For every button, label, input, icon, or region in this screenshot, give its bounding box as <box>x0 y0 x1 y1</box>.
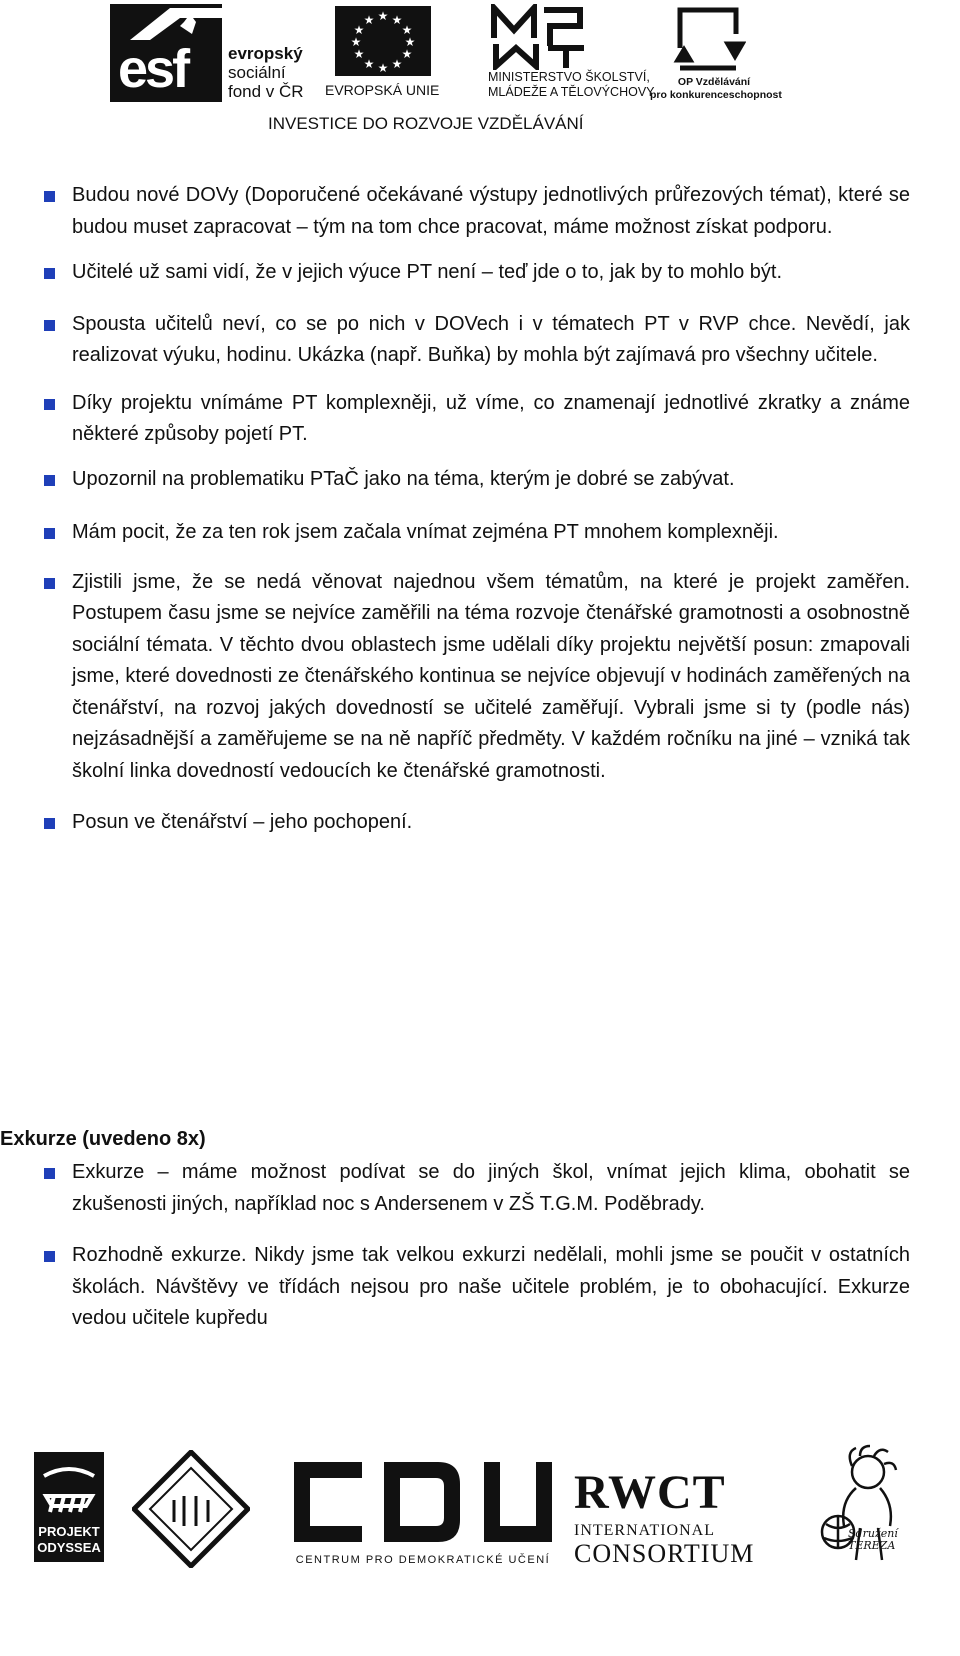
list-item-text: Exkurze – máme možnost podívat se do jiných škol, vnímat jejich klima, obohatit se zkušenosti jiných, například noc s Andersenem v ZŠ T.G.M. Poděbrady. <box>72 1161 910 1215</box>
list-item-text: Upozornil na problematiku PTaČ jako na téma, kterým je dobré se zabývat. <box>72 467 735 490</box>
esf-text <box>228 44 304 101</box>
esf-mark <box>110 4 222 102</box>
tereza-text <box>848 1528 898 1552</box>
list-item-text: Díky projektu vnímáme PT komplexněji, už víme, co znamenají jednotlivé zkratky a známe některé způsoby pojetí PT. <box>72 391 910 445</box>
tereza-line: Sdružení <box>848 1527 898 1540</box>
msmt-line: MINISTERSTVO ŠKOLSTVÍ, <box>488 70 650 84</box>
esf-line: sociální <box>228 63 286 82</box>
svg-text:★: ★ <box>363 57 375 71</box>
list-item <box>0 1157 910 1220</box>
ship-icon <box>34 1456 104 1526</box>
list-item-text: Mám pocit, že za ten rok jsem začala vnímat zejména PT mnohem komplexněji. <box>72 521 779 543</box>
rwct-logo <box>574 1468 774 1568</box>
list-item <box>0 388 910 451</box>
section-bullet-list <box>0 1157 910 1355</box>
list-item-text: Posun ve čtenářství – jeho pochopení. <box>72 811 413 833</box>
investice-tagline: INVESTICE DO ROZVOJE VZDĚLÁVÁNÍ <box>268 114 584 133</box>
clovek-v-tisni-logo <box>132 1450 250 1568</box>
esf-logo <box>110 4 310 104</box>
section-heading: Exkurze (uvedeno 8x) <box>0 1128 206 1150</box>
svg-text:★: ★ <box>353 23 365 37</box>
tereza-line: TEREZA <box>848 1539 896 1552</box>
esf-line: evropský <box>228 44 303 63</box>
eu-logo <box>325 6 445 102</box>
svg-text:★: ★ <box>401 47 413 61</box>
rwct-subtitle: CONSORTIUM <box>574 1539 755 1568</box>
op-emblem-icon <box>670 4 746 74</box>
svg-text:★: ★ <box>404 35 416 49</box>
odyssea-logo <box>34 1452 104 1562</box>
list-item-text: Budou nové DOVy (Doporučené očekávané výstupy jednotlivých průřezových témat), které se budou muset zapracovat – tým na tom chce pracovat, máme možnost získat podporu. <box>72 184 910 238</box>
diamond-emblem-icon <box>132 1450 250 1568</box>
eu-text: EVROPSKÁ UNIE <box>325 82 440 98</box>
bullet-square-icon <box>44 268 55 279</box>
svg-text:★: ★ <box>350 35 362 49</box>
svg-text:★: ★ <box>391 13 403 27</box>
svg-text:★: ★ <box>377 9 389 23</box>
msmt-line: MLÁDEŽE A TĚLOVÝCHOVY <box>488 85 655 99</box>
svg-text:★: ★ <box>391 57 403 71</box>
cdu-logo <box>288 1454 558 1566</box>
svg-text:★: ★ <box>401 23 413 37</box>
bullet-square-icon <box>44 191 55 202</box>
tereza-logo <box>808 1444 918 1568</box>
bullet-square-icon <box>44 475 55 486</box>
odyssea-line: PROJEKT <box>38 1524 100 1539</box>
esf-line: fond v ČR <box>228 82 304 101</box>
svg-text:★: ★ <box>377 61 389 75</box>
list-item <box>0 309 910 372</box>
op-line: pro konkurenceschopnost <box>650 89 782 101</box>
svg-text:★: ★ <box>363 13 375 27</box>
bullet-square-icon <box>44 320 55 331</box>
list-item-text: Rozhodně exkurze. Nikdy jsme tak velkou exkurzi nedělali, mohli jsme se poučit v ostatních školách. Návštěvy ve třídách nejsou pro naše učitele problém, je to obohacující. Exkurze vedou učitele kupředu <box>72 1244 910 1329</box>
bullet-square-icon <box>44 528 55 539</box>
header-logos <box>0 0 960 150</box>
svg-text:★: ★ <box>353 47 365 61</box>
msmt-text <box>488 70 655 100</box>
msmt-logo <box>488 4 655 104</box>
bullet-square-icon <box>44 1251 55 1262</box>
list-item-text: Zjistili jsme, že se nedá věnovat najednou všem tématům, na které je projekt zaměřen. Postupem času jsme se nejvíce zaměřili na téma rozvoje čtenářské gramotnosti a osobnostně sociální témata. V těchto dvou oblastech jsme udělali díky projektu největší posun: zmapovali jsme, které dovednosti ze čtenářského kontinua se nejvíce objevují v hodinách zaměřených na čtenářství, na rozvoj jakých dovedností se učitelé zaměřují. Vybrali jsme si ty (podle nás) nejzásadnější a zaměřujeme se na ně napříč předměty. V každém ročníku na jiné – vzniká tak školní linka dovedností vedoucích ke čtenářské gramotnosti. <box>72 570 910 782</box>
list-item <box>0 257 910 289</box>
list-item-text: Učitelé už sami vidí, že v jejich výuce PT není – teď jde o to, jak by to mohlo být. <box>72 261 783 283</box>
rwct-subtitle: INTERNATIONAL <box>574 1522 715 1539</box>
list-item <box>0 180 910 243</box>
list-item <box>0 517 910 549</box>
eu-flag-icon <box>335 6 431 76</box>
op-line: OP Vzdělávání <box>677 76 751 88</box>
list-item <box>0 464 910 496</box>
rwct-mark: RWCT <box>574 1466 726 1519</box>
bullet-list <box>0 180 910 859</box>
op-logo <box>650 4 780 104</box>
bullet-square-icon <box>44 578 55 589</box>
odyssea-line: ODYSSEA <box>37 1540 101 1555</box>
bullet-square-icon <box>44 818 55 829</box>
star-graphic-icon <box>110 4 222 44</box>
bullet-square-icon <box>44 399 55 410</box>
cdu-text: CENTRUM PRO DEMOKRATICKÉ UČENÍ <box>295 1554 551 1566</box>
bullet-square-icon <box>44 1168 55 1179</box>
list-item <box>0 807 910 839</box>
footer-logos <box>0 1440 960 1656</box>
msmt-emblem-icon <box>488 4 598 70</box>
list-item-text: Spousta učitelů neví, co se po nich v DOVech i v tématech PT v RVP chce. Nevědí, jak realizovat výuku, hodinu. Ukázka (např. Buňka) by mohla být zajímavá pro všechny učitele. <box>72 312 910 366</box>
esf-mark-text: esf <box>118 39 188 99</box>
list-item <box>0 567 910 788</box>
cdu-mark-icon <box>288 1454 558 1550</box>
list-item <box>0 1240 910 1335</box>
op-text <box>650 76 782 102</box>
odyssea-text <box>34 1524 104 1556</box>
